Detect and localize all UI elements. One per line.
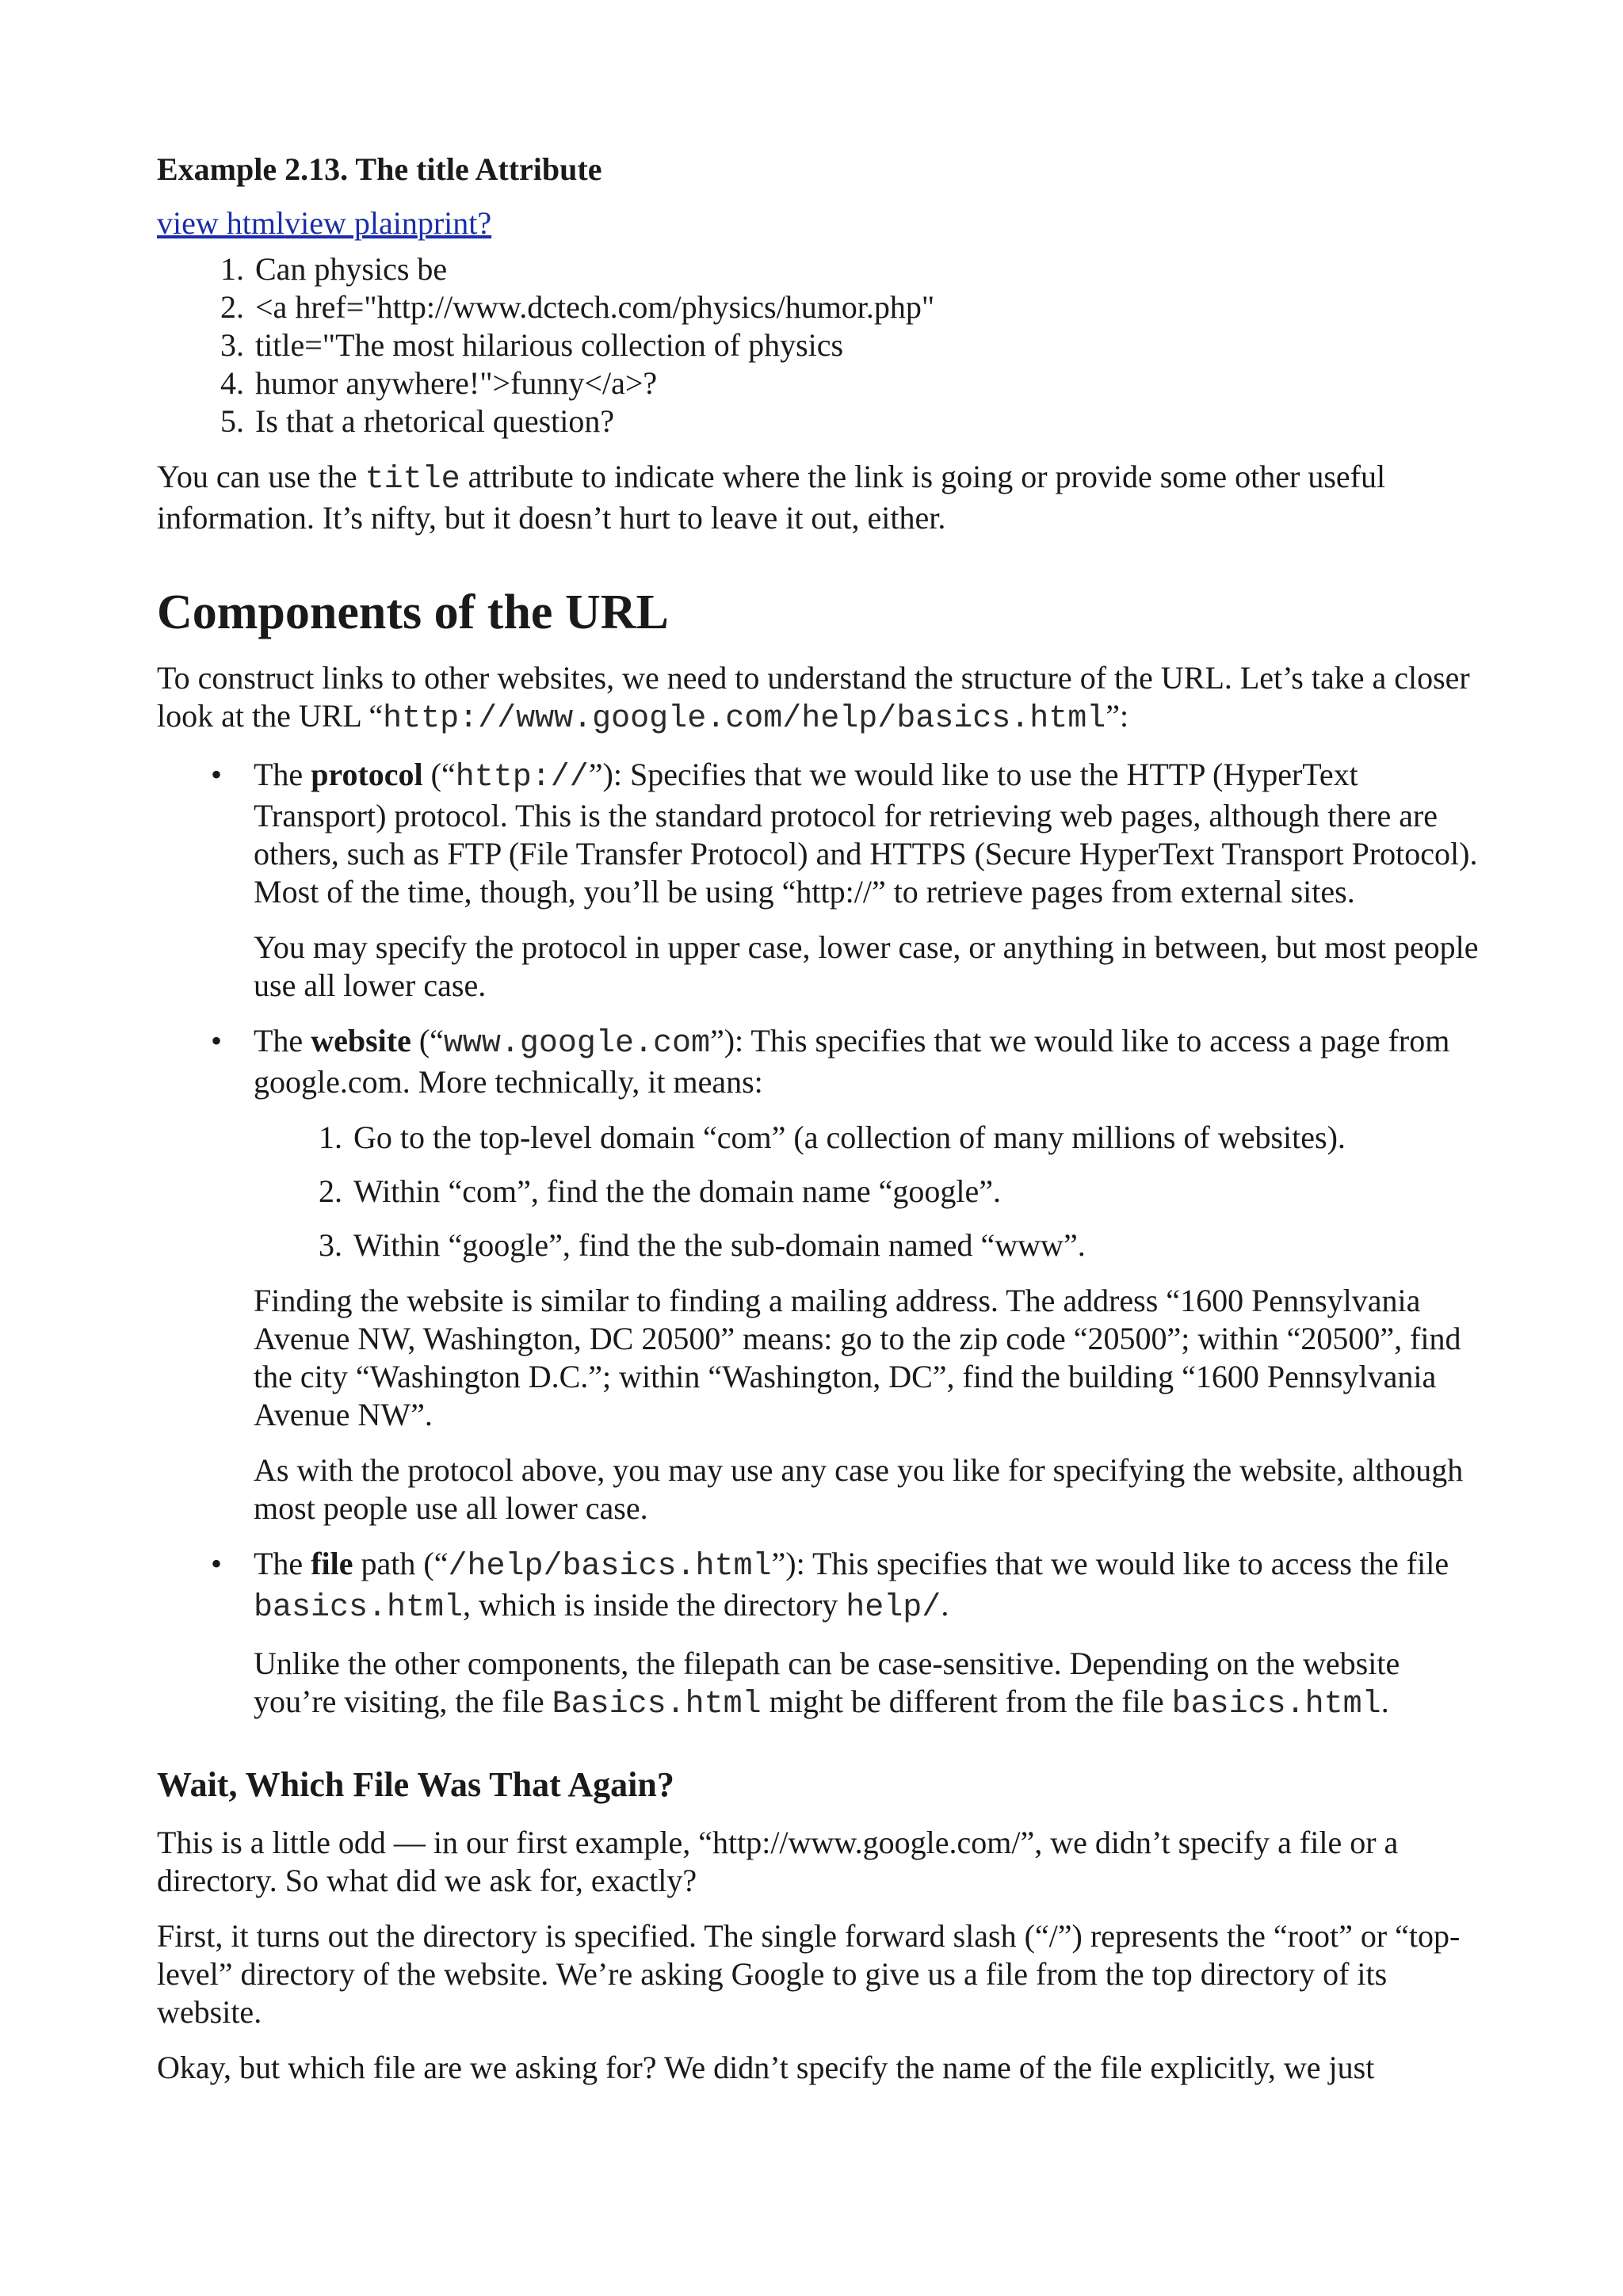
term: file <box>311 1546 353 1581</box>
intro-text: To construct links to other websites, we need to understand the structure of the URL. Let’s take a closer look at the URL “ <box>157 660 1470 734</box>
url-components-list <box>157 756 1480 1724</box>
list-item-protocol <box>157 756 1480 1005</box>
inline-code: help/ <box>846 1590 941 1626</box>
text: The <box>254 1546 311 1581</box>
code-listing <box>157 250 1480 441</box>
components-intro <box>157 659 1480 738</box>
bullet-icon: • <box>211 1023 223 1058</box>
view-plain-link[interactable]: view plain <box>285 205 418 241</box>
wait-paragraph-3: Okay, but which file are we asking for? We didn’t specify the name of the file explicitly, we just <box>157 2050 1375 2085</box>
list-item: 3. Within “google”, find the the sub-domain named “www”. <box>350 1226 1480 1264</box>
list-item: 2. Within “com”, find the the domain name “google”. <box>350 1173 1480 1211</box>
help-link[interactable]: ? <box>477 205 492 241</box>
text: Unlike the other components, the filepath can be case-sensitive. Depending on the website you’re visiting, the file <box>254 1646 1400 1719</box>
inline-code: www.google.com <box>443 1026 710 1062</box>
code-line: 3. title="The most hilarious collection of physics <box>252 326 1480 364</box>
list-item-file <box>157 1545 1480 1724</box>
code-toolbar <box>157 204 1480 242</box>
code-line: 1. Can physics be <box>252 250 1480 288</box>
text: might be different from the file <box>761 1684 1172 1719</box>
term: protocol <box>311 757 423 792</box>
inline-code: http:// <box>455 760 589 795</box>
inline-code: basics.html <box>254 1590 464 1626</box>
text: (“ <box>411 1023 444 1058</box>
text: . <box>941 1587 949 1623</box>
website-paragraph-3: As with the protocol above, you may use any case you like for specifying the website, although most people use all lower case. <box>254 1452 1464 1526</box>
inline-code: /help/basics.html <box>448 1549 772 1585</box>
protocol-paragraph <box>254 756 1480 911</box>
bullet-icon: • <box>211 1546 223 1581</box>
text: (“ <box>422 757 456 792</box>
text: , which is inside the directory <box>463 1587 846 1623</box>
wait-paragraph-2: First, it turns out the directory is specified. The single forward slash (“/”) represents the “root” or “top-level” directory of the website. We’re asking Google to give us a file from the top directory of its website. <box>157 1918 1461 2030</box>
section-heading: Components of the URL <box>157 585 669 639</box>
inline-code: Basics.html <box>552 1687 762 1722</box>
intro-paragraph <box>157 458 1480 537</box>
view-html-link[interactable]: view html <box>157 205 285 241</box>
file-paragraph-2 <box>254 1645 1480 1724</box>
bullet-icon: • <box>211 757 223 792</box>
text: ”): This specifies that we would like to access a page from google.com. More technically, it means: <box>254 1023 1450 1100</box>
inline-code: http://www.google.com/help/basics.html <box>383 701 1106 737</box>
wait-paragraph-1: This is a little odd — in our first example, “http://www.google.com/”, we didn’t specify a file or a directory. So what did we ask for, exactly? <box>157 1825 1399 1898</box>
document-page <box>157 151 1480 2104</box>
text: The <box>254 1023 311 1058</box>
protocol-paragraph-2: You may specify the protocol in upper case, lower case, or anything in between, but most people use all lower case. <box>254 929 1479 1003</box>
website-paragraph-2: Finding the website is similar to finding a mailing address. The address “1600 Pennsylvania Avenue NW, Washington, DC 20500” means: go to the zip code “20500”; within “20500”, find the city “Washington D.C.”; within “Washington, DC”, find the building “1600 Pennsylvania Avenue NW”. <box>254 1283 1461 1432</box>
inline-code: title <box>365 462 460 498</box>
intro-text: You can use the <box>157 459 365 494</box>
list-item: 1. Go to the top-level domain “com” (a collection of many millions of websites). <box>350 1119 1480 1157</box>
subsection-heading: Wait, Which File Was That Again? <box>157 1765 674 1804</box>
term: website <box>311 1023 411 1058</box>
list-item-website <box>157 1022 1480 1527</box>
inline-code: basics.html <box>1171 1687 1381 1722</box>
text: ”): This specifies that we would like to access the file <box>771 1546 1449 1581</box>
text: path (“ <box>353 1546 449 1581</box>
intro-text: ”: <box>1106 698 1129 734</box>
example-title: Example 2.13. The title Attribute <box>157 151 602 187</box>
code-line: 4. humor anywhere!">funny</a>? <box>252 364 1480 402</box>
code-line: 2. <a href="http://www.dctech.com/physics/humor.php" <box>252 288 1480 326</box>
print-link[interactable]: print <box>417 205 478 241</box>
code-line: 5. Is that a rhetorical question? <box>252 402 1480 441</box>
text: . <box>1381 1684 1389 1719</box>
file-paragraph <box>254 1545 1480 1627</box>
text: The <box>254 757 311 792</box>
website-paragraph <box>254 1022 1480 1101</box>
intro-text: attribute to indicate where the link is going or provide some other useful information. It’s nifty, but it doesn’t hurt to leave it out, either. <box>157 459 1386 536</box>
text: ”): Specifies that we would like to use the HTTP (HyperText Transport) protocol. This is the standard protocol for retrieving web pages, although there are others, such as FTP (File Transfer Protocol) and HTTPS (Secure HyperText Transport Protocol). Most of the time, though, you’ll be using “http://” to retrieve pages from external sites. <box>254 757 1478 910</box>
website-steps <box>254 1119 1480 1264</box>
